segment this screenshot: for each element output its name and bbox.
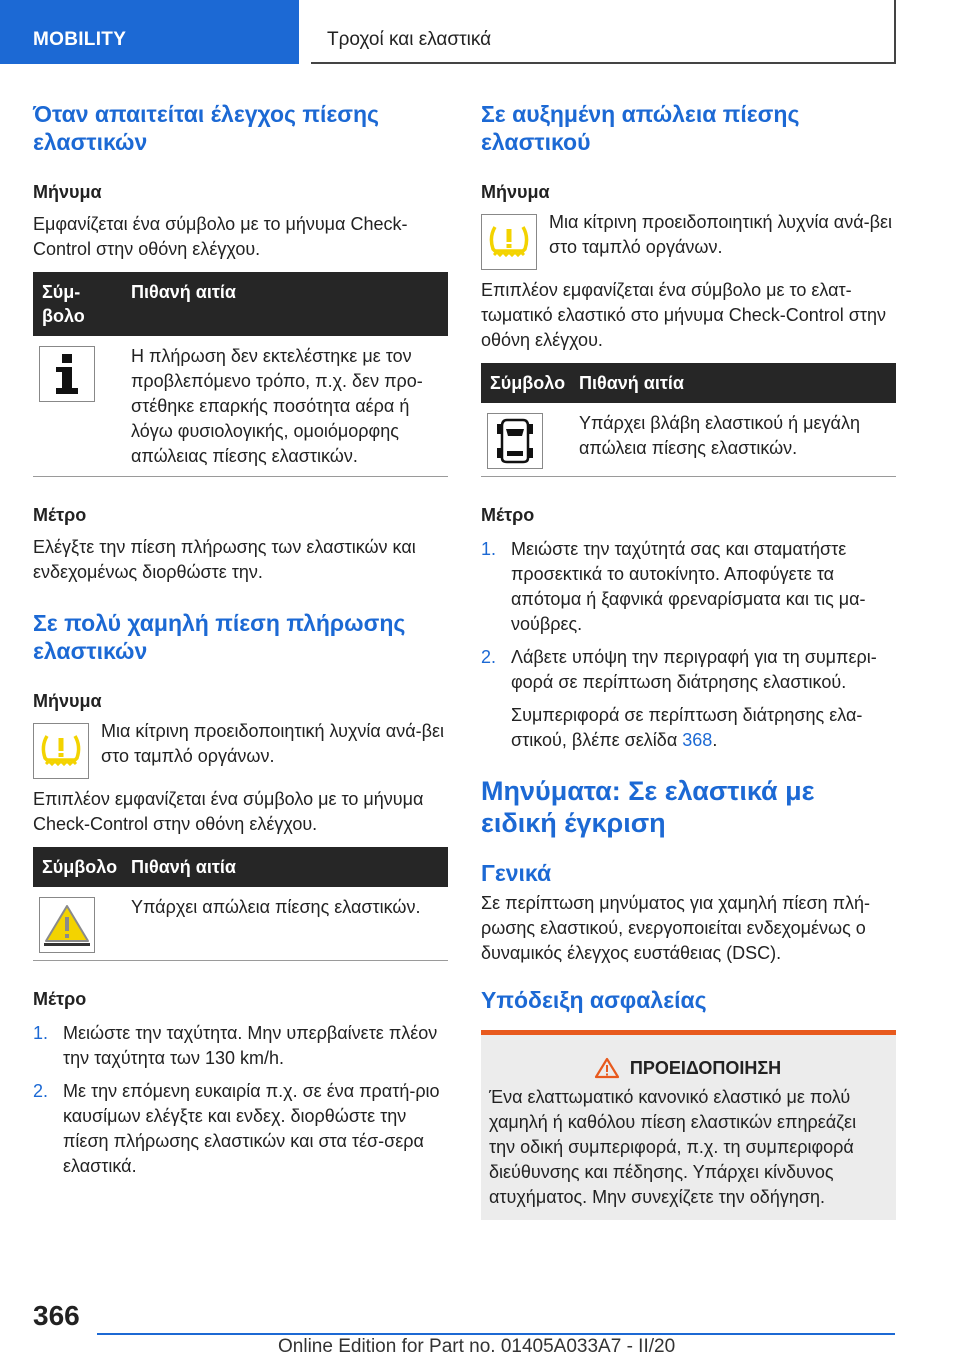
- warning-box: [481, 1030, 896, 1220]
- lamp-text: Μια κίτρινη προειδοποιητική λυχνία ανά-βει στο ταμπλό οργάνων.: [101, 721, 444, 766]
- page-number: 366: [33, 1300, 80, 1331]
- footer-edition: Online Edition for Part no. 01405A033A7 - II/20: [278, 1336, 676, 1357]
- tire-pressure-warning-icon: [33, 723, 89, 779]
- step-number: 1.: [33, 1023, 49, 1043]
- footer-rule: [97, 1333, 895, 1335]
- section-tab-label: MOBILITY: [33, 29, 127, 50]
- section-heading-very-low-pressure: Σε πολύ χαμηλή πίεση πλήρωσης ελαστικών: [33, 610, 406, 664]
- table-row: [33, 887, 448, 961]
- sub-heading-safety: Υπόδειξη ασφαλείας: [481, 987, 707, 1013]
- chapter-title: Τροχοί και ελαστικά: [327, 29, 492, 50]
- symbol-table: [33, 847, 448, 961]
- measure-label: Μέτρο: [33, 505, 87, 525]
- left-column: [33, 100, 448, 1179]
- list-item: [481, 537, 896, 637]
- column-cause: Πιθανή αιτία: [131, 282, 236, 302]
- list-item: [33, 1021, 448, 1071]
- table-header: [481, 363, 896, 403]
- step-number: 1.: [481, 539, 497, 559]
- steps-list: [33, 1021, 448, 1179]
- symbol-table: [33, 272, 448, 477]
- table-row: [33, 336, 448, 477]
- warning-header: [489, 1057, 886, 1079]
- table-header: [33, 847, 448, 887]
- general-text: Σε περίπτωση μηνύματος για χαμηλή πίεση πλή-ρωσης ελαστικού, ενεργοποιείται ενδεχομένως ο δυναμικός έλεγχος ευστάθειας (DSC).: [481, 893, 870, 963]
- list-item: [33, 1079, 448, 1179]
- column-symbol-cont: βολο: [42, 306, 85, 326]
- steps-list: [481, 537, 896, 695]
- column-cause: Πιθανή αιτία: [131, 857, 236, 877]
- table-row: [481, 403, 896, 477]
- lamp-text: Μια κίτρινη προειδοποιητική λυχνία ανά-βει στο ταμπλό οργάνων.: [549, 212, 892, 257]
- right-column: [481, 100, 896, 1220]
- car-flat-tire-icon: [487, 413, 543, 469]
- column-cause: Πιθανή αιτία: [579, 373, 684, 393]
- column-symbol: Σύμ-: [42, 282, 81, 302]
- measure-label: Μέτρο: [33, 989, 87, 1009]
- tire-warning-triangle-icon: [39, 897, 95, 953]
- cross-reference-text: Συμπεριφορά σε περίπτωση διάτρησης ελα-στικού, βλέπε σελίδα: [511, 705, 863, 750]
- cross-reference: [511, 703, 896, 753]
- cause-text: Υπάρχει απώλεια πίεσης ελαστικών.: [131, 897, 421, 917]
- step-number: 2.: [33, 1081, 49, 1101]
- column-symbol: Σύμβολο: [490, 373, 566, 393]
- warning-triangle-icon: [594, 1057, 620, 1079]
- message-label: Μήνυμα: [481, 182, 550, 202]
- step-text: Λάβετε υπόψη την περιγραφή για τη συμπερι-φορά σε περίπτωση διάτρησης ελαστικού.: [511, 647, 877, 692]
- list-item: [481, 645, 896, 695]
- extra-text: Επιπλέον εμφανίζεται ένα σύμβολο με το μήνυμα Check-Control στην οθόνη ελέγχου.: [33, 789, 424, 834]
- warning-title: ΠΡΟΕΙΔΟΠΟΙΗΣΗ: [629, 1057, 782, 1078]
- measure-label: Μέτρο: [481, 505, 535, 525]
- message-label: Μήνυμα: [33, 182, 102, 202]
- section-tab[interactable]: [0, 0, 299, 64]
- info-icon: [39, 346, 95, 402]
- tire-pressure-warning-icon: [481, 214, 537, 270]
- extra-text: Επιπλέον εμφανίζεται ένα σύμβολο με το ελατ-τωματικό ελαστικό στο μήνυμα Check-Control στην οθόνη ελέγχου.: [481, 280, 887, 350]
- symbol-table: [481, 363, 896, 477]
- message-label: Μήνυμα: [33, 691, 102, 711]
- page-link[interactable]: 368: [682, 730, 713, 750]
- chapter-header: [311, 0, 896, 64]
- measure-text: Ελέγξτε την πίεση πλήρωσης των ελαστικών και ενδεχομένως διορθώστε την.: [33, 537, 416, 582]
- step-text: Με την επόμενη ευκαιρία π.χ. σε ένα πρατή-ριο καυσίμων ελέγξτε και ενδεχ. διορθώστε την πίεση πλήρωσης ελαστικών και στα τέσ-σερα ελαστικά.: [63, 1081, 440, 1176]
- lamp-row: [33, 719, 448, 779]
- sub-heading-general: Γενικά: [481, 860, 552, 886]
- step-number: 2.: [481, 647, 497, 667]
- table-header: [33, 272, 448, 336]
- lamp-row: [481, 210, 896, 270]
- cause-text: Υπάρχει βλάβη ελαστικού ή μεγάλη απώλεια πίεσης ελαστικών.: [579, 413, 860, 458]
- cause-text: Η πλήρωση δεν εκτελέστηκε με τον προβλεπόμενο τρόπο, π.χ. δεν προ-στέθηκε επαρκής ποσότητα αέρα ή λόγω φυσιολογικής, ομοιόμορφης απώλειας πίεσης ελαστικών.: [131, 346, 423, 466]
- section-heading-check-pressure: Όταν απαιτείται έλεγχος πίεσης ελαστικών: [33, 101, 380, 155]
- warning-text: Ένα ελαττωματικό κανονικό ελαστικό με πολύ χαμηλή ή καθόλου πίεση ελαστικών επηρεάζει την οδική συμπεριφορά, π.χ. τη συμπεριφορά διεύθυνσης και πέδησης. Υπάρχει κίνδυνος ατυχήματος. Μην συνεχίζετε την οδήγηση.: [489, 1087, 857, 1207]
- section-heading-increased-loss: Σε αυξημένη απώλεια πίεσης ελαστικού: [481, 101, 800, 155]
- cross-reference-end: .: [712, 730, 718, 750]
- column-symbol: Σύμβολο: [42, 857, 118, 877]
- section-heading-special-tires: Μηνύματα: Σε ελαστικά με ειδική έγκριση: [481, 776, 815, 838]
- message-text: Εμφανίζεται ένα σύμβολο με το μήνυμα Check-Control στην οθόνη ελέγχου.: [33, 214, 408, 259]
- step-text: Μειώστε την ταχύτητά σας και σταματήστε προσεκτικά το αυτοκίνητο. Αποφύγετε τα απότομα ή ξαφνικά φρεναρίσματα και τις μα-νούβρες.: [511, 539, 866, 634]
- step-text: Μειώστε την ταχύτητα. Μην υπερβαίνετε πλέον την ταχύτητα των 130 km/h.: [63, 1023, 438, 1068]
